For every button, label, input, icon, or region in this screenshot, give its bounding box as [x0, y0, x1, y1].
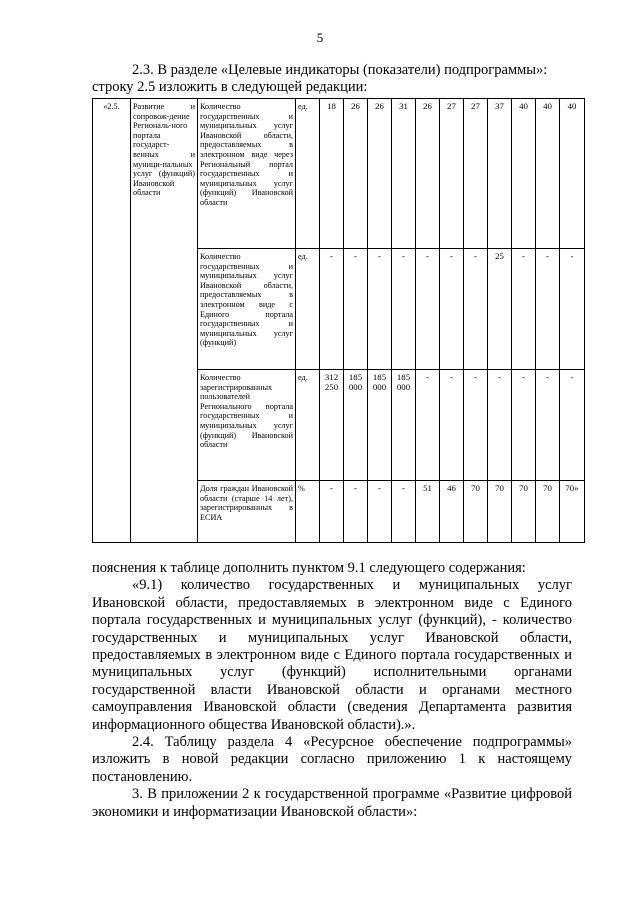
value-cell: 70: [464, 481, 488, 543]
value-cell: 312 250: [320, 370, 344, 481]
value-cell: 185 000: [368, 370, 392, 481]
value-cell: -: [368, 481, 392, 543]
paragraph-3: 3. В приложении 2 к государственной программе «Развитие цифровой экономики и информатизации Ивановской области»:: [92, 786, 572, 820]
value-cell: 185 000: [392, 370, 416, 481]
value-cell: 40: [560, 99, 585, 249]
value-cell: 37: [488, 99, 512, 249]
value-cell: 26: [416, 99, 440, 249]
event-cell: Развитие и сопровож-дение Региональ-ного портала государст-венных и муници-пальных услуг (функций) Ивановской области: [131, 99, 198, 543]
value-cell: 46: [440, 481, 464, 543]
value-cell: 185 000: [344, 370, 368, 481]
value-cell: 70: [536, 481, 560, 543]
paragraph-2-4: 2.4. Таблицу раздела 4 «Ресурсное обеспечение подпрограммы» изложить в новой редакции согласно приложению 1 к настоящему постановлению.: [92, 734, 572, 785]
row-number-cell: «2.5.: [93, 99, 131, 543]
table-row: [93, 99, 585, 249]
indicator-unit: %: [296, 481, 320, 543]
value-cell: 51: [416, 481, 440, 543]
value-cell: 70: [488, 481, 512, 543]
indicator-name: Количество государственных и муниципальных услуг Ивановской области, предоставляемых в электронном виде через Региональный портал государственных и муниципальных услуг (функций) Ивановской области: [198, 99, 296, 249]
indicators-table: [92, 98, 585, 543]
value-cell: 31: [392, 99, 416, 249]
value-cell: -: [344, 481, 368, 543]
value-cell: -: [344, 249, 368, 370]
value-cell: -: [464, 370, 488, 481]
value-cell: 27: [440, 99, 464, 249]
value-cell: -: [416, 370, 440, 481]
value-cell: -: [536, 249, 560, 370]
page-number: 5: [316, 30, 324, 45]
value-cell: 25: [488, 249, 512, 370]
value-cell: 40: [512, 99, 536, 249]
section-intro: [92, 62, 572, 96]
value-cell: -: [440, 249, 464, 370]
value-cell: -: [512, 249, 536, 370]
value-cell: -: [392, 481, 416, 543]
indicator-unit: ед.: [296, 370, 320, 481]
paragraph-explanations: пояснения к таблице дополнить пунктом 9.1 следующего содержания:: [92, 560, 526, 576]
intro-line-1: 2.3. В разделе «Целевые индикаторы (показатели) подпрограммы»:: [132, 62, 548, 78]
value-cell: -: [368, 249, 392, 370]
value-cell: -: [416, 249, 440, 370]
value-cell: -: [560, 370, 585, 481]
value-cell: -: [512, 370, 536, 481]
value-cell: 70: [512, 481, 536, 543]
value-cell: 26: [344, 99, 368, 249]
value-cell: -: [440, 370, 464, 481]
value-cell: 18: [320, 99, 344, 249]
value-cell: -: [392, 249, 416, 370]
value-cell: -: [488, 370, 512, 481]
indicator-name: Доля граждан Ивановской области (старше 14 лет), зарегистрированных в ЕСИА: [198, 481, 296, 543]
value-cell: -: [320, 249, 344, 370]
value-cell: 27: [464, 99, 488, 249]
value-cell: 70»: [560, 481, 585, 543]
value-cell: 26: [368, 99, 392, 249]
value-cell: -: [536, 370, 560, 481]
value-cell: 40: [536, 99, 560, 249]
indicator-name: Количество зарегистрированных пользователей Регионального портала государственных и муниципальных услуг (функций) Ивановской области: [198, 370, 296, 481]
paragraph-item-9-1: «9.1) количество государственных и муниципальных услуг Ивановской области, предоставляемых в электронном виде с Единого портала государственных и муниципальных услуг (функций), - количество государственных и муниципальных услуг Ивановской области, предоставляемых в электронном виде с Единого портала государственных и муниципальных услуг (функций) исполнительными органами государственной власти Ивановской области и органами местного самоуправления Ивановской области (сведения Департамента развития информационного общества Ивановской области).».: [92, 577, 572, 733]
indicator-unit: ед.: [296, 249, 320, 370]
indicator-name: Количество государственных и муниципальных услуг Ивановской области, предоставляемых в электронном виде с Единого портала государственных и муниципальных услуг (функций): [198, 249, 296, 370]
intro-line-2: строку 2.5 изложить в следующей редакции:: [92, 79, 368, 95]
value-cell: -: [464, 249, 488, 370]
value-cell: -: [320, 481, 344, 543]
value-cell: -: [560, 249, 585, 370]
body-text: [92, 560, 572, 821]
indicator-unit: ед.: [296, 99, 320, 249]
